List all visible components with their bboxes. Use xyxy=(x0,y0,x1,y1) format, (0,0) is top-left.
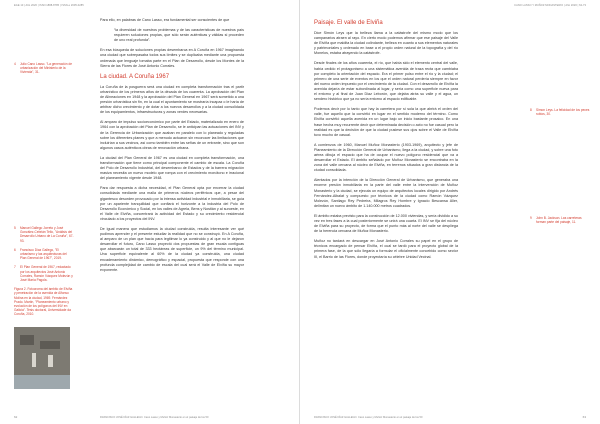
notes-column xyxy=(14,226,74,322)
paragraph: La Coruña de la posguerra será una ciudad en completa transformación tras el partir urbanístico de los primeros años de la década de los cuarenta. La aprobación del Plan de Alineaciones en 1948 y la aprobación del Plan General en 1967 será sometido a una presión urbanística sin fin, en la cual el ayuntamiento se mostraría incapaz o le haría de arbitrar dicho crecimiento y de dotar a los nuevos desarrollos y a la ciudad consolidada de los equipamientos, infraestructuras y zonas verdes necesarias. xyxy=(100,84,244,115)
running-head: EGE 13 | Año 2020 | ISSN 1888-8785 | ISSN-e 2605-0285 xyxy=(14,4,84,7)
page-number: 62 xyxy=(14,415,18,419)
footnote xyxy=(14,62,74,75)
footnote xyxy=(14,226,74,243)
running-head: CANO LASSO Y MUÑOZ MONASTERIO | Año 2020 | 62-73 xyxy=(514,4,586,7)
footnote-text: John B. Jackson. Las carreteras forman parte del paisaje, 11. xyxy=(536,216,582,225)
paragraph: Podemos decir por lo tanto que hay la carretera por sí sola la que abrirá el orden del valle, fue aquello que la convirtió en lugar en el sentido moderno del término. Como Elviña convirtió aquella avenida en un lugar bajo un inicio bastante prosaico. En una frase hecha muy recurrente decir que determinada decisión o acto no fue casual pero la realidad es que la decisión de que la ciudad pusiese sus ojos sobre el Valle de Elviña tuvo mucho de casual. xyxy=(314,107,458,137)
notes-column xyxy=(530,108,590,121)
paragraph: En esa búsqueda de soluciones propias desembarca en A Coruña en 1967 imaginando una ciudad que sobrepasaba todos sus límites y se duplicaba mediante una propuesta ordenada que lenguaje tomaba parte en el Plan de Desarrollo, desde los Montes de la Sierra de las Flores de José Antonio Corrales. xyxy=(100,48,244,68)
paragraph: Al amparo de impulso socioeconómico por parte del Estado, materializado en enero de 1964 con la aprobación del Plan de Desarrollo, se le anticipan las actuaciones del INV y de la Gerencia de Urbanización que acaban en paralelo con lo planeado y reguladas sobre los diferentes planes y que a menudo actuaron sin reconocer las limitaciones que incluirían a sus vecinos, así como también entre las señas de un entrante, sino que son algunos casos auténticos obras de renovación urbana. xyxy=(100,120,244,150)
notes-column xyxy=(14,62,74,80)
footnote xyxy=(530,216,590,224)
paragraph: La ciudad del Plan General de 1967 es una ciudad en completa transformación, una transformación que tiene como principal componente el cambio de escala. La Coruña del Polo de Desarrollo Industrial, del desembarco de Estados y de la barrera migración masiva necesita un nuevo modelo que rompa con el crecimiento monótono e irracional del planeamiento vigente desde 1948. xyxy=(100,155,244,181)
figure-caption xyxy=(14,287,74,316)
aerial-photo-figure xyxy=(14,327,70,389)
right-body-column xyxy=(314,15,458,265)
footnote-text: Julio Cano Lasso. "La generación de urbanización del Ministerio de la Vivienda", 31. xyxy=(20,62,72,75)
page-number: 63 xyxy=(582,415,586,419)
paragraph: Dice Simón Leys que la belleza llama a la catástrofe del mismo modo que los campanarios atraen al rayo. En cierto modo podemos afirmar que ese paisaje del Valle de Elviña que maldita la ciudad colindante, belleza en cuanto a sus elementos naturales y patrimoniales y ordenado en base a el propio orden natural de la topografía y del río Monelos, estaba atrayendo la catástrofe. xyxy=(314,31,458,56)
footnote-text: Francisco Díaz Gallego, "El urbanismo y las arquitecturas del Plan General de 1967", 2019. xyxy=(20,247,67,261)
footnote-number: 4 xyxy=(14,62,16,66)
footnote-number: 9 xyxy=(530,216,532,220)
page-footer: FRANCISCO JOSÉ DÍAZ GALLEGO. Cano Lasso y Muñoz Monasterio en el paisaje de los 50 xyxy=(100,416,209,419)
page-footer: FRANCISCO JOSÉ DÍAZ GALLEGO. Cano Lasso y Muñoz Monasterio en el paisaje de los 50 xyxy=(314,416,423,419)
footnote-text: Simon Leys. La felicidad de los peces rubios, 30. xyxy=(536,108,590,117)
footnote-number: 7 xyxy=(14,265,16,270)
paragraph: Alentados por la intención de la Dirección General de Urbanismo, que generaba una enorme presión inmobiliaria en la parte del valle entre la intervención de Muñoz Monasterio y la ciudad, se ejecuta un equipo de arquitectos locales dirigido por Andrés Fernández-Albalat y compuesto por técnicos de la ciudad como Ramón Vázquez Molezún, Santiago Rey Pedreira, Milagros Rey Hombre y Ignacio Bescansa Alier, delimitan un nuevo ámbito de 1.140.000 metros cuadrados. xyxy=(314,178,458,208)
paragraph: Desde finales de los años cuarenta, el río, que había sido el elemento central del valle, había cedido el protagonismo a una sistemática avenida de traza recta que cambiaba por completo la orientación del espacio. Era el primer pulso entre el río y la ciudad; el primero de una serie de eventos en los que el orden natural perdería siempre en favor del nuevo orden impuesto por el crecimiento de la ciudad. Con el desarrollo de Elviña la avenida dejaría de estar subordinada al lugar, y sería como una superficie nueva para el entorno y al final de Juan Diaz Leborón, que dejaba atrás su valle y el agua, un sendero histórico que ya no sería entorno al espacio edificable. xyxy=(314,61,458,102)
footnote-number: 8 xyxy=(530,108,532,112)
paragraph: El ámbito estaba previsto para la construcción de 12.000 viviendas, y sería dividido a su vez en tres fases a la cual posteriormente se unirá una cuarta. El INV se fija del núcleo de Elviña para su proyecto, de forma que el punto más al norte del valle se despliega de la herencia cercana de Muñoz Monasterio. xyxy=(314,213,458,234)
section-heading: Paisaje. El valle de Elviña xyxy=(314,20,383,26)
right-page xyxy=(300,0,600,424)
footnote xyxy=(530,108,590,116)
paragraph: Para dar respuesta a dicha necesidad, el Plan General opta por encerrar la ciudad consolidada mediante una malla de primeros núcleos periféricos que, a pesar del gigantesco desorden provocado por la intensa actividad industrial e inmobiliaria, se guía por un apariente tranquilidad que confiará el horizonte a la industria del Polo de Desarrollo Económico y Social, en los valles de Agrela, Bens y Nostián y al suroeste, en el Valle de Elviña, concentrará la actividad del Estado y su crecimiento residencial vinculado a los proyectos del INV. xyxy=(100,186,244,221)
paragraph: Para ello, en palabras de Cano Lasso, era fundamental ser conscientes de que xyxy=(100,18,230,22)
left-body-column xyxy=(100,18,244,278)
caption-text: Figura 2. Fotocroma del ámbito de Elviña y penetración de la avenida de Alfonso Molina en la ciudad, 1969. Fernández Prado. Martín, "Planeamiento urbano y evolución de los polígonos del INV en Galicia". Tesis doctoral, Universidade da Coruña, 2010. xyxy=(14,287,73,317)
section-heading: La ciudad. A Coruña 1967 xyxy=(100,73,170,80)
block-quote: “la diversidad de nuestros problemas y de las características de nuestros país requieren soluciones propias, que sólo serán auténticas y válidas si proceden de uno real profunda”. xyxy=(114,28,244,43)
paragraph: Muñoz no tardará en descargar en José Antonio Corrales su papel en el grupo de técnicos encargado de pensar Elviña, el cual se tardó para el proyecto global de la primera fase, de la que sólo llegaría a formular el oficialmente concebido como sector III, el Barrio de las Flores, donde proyectaría su célebre Unidad Vecinal. xyxy=(314,239,458,259)
paragraph: A comienzos de 1960, Manuel Muñoz Monasterio (1903-1969), arquitecto y jefe de Planeamiento de la Dirección General de Urbanismo, llega a la ciudad, y sobre una foto aérea dibuja el espacio que ha de ocupar el nuevo polígono residencial que va a desarrollar el Estado. El ámbito señalado por Muñoz Monasterio se encontraba en la zona del valle cercana al núcleo de Elviña, en terrenos situados a gran distancia de la ciudad consolidada. xyxy=(314,142,458,173)
footnote-text: El Plan General de 1967, redactado por los arquitectos José Antonio Corrales, Ramón Vázquez Molezún y José María Pagola. xyxy=(20,265,73,283)
paragraph: De igual manera que estudiamos la ciudad construida, resulta interesante ver qué pudimos aprender y el presente estudiar la realidad que no se construyó. En A Coruña, al amparo de un plan que hacía para legitimar lo ya construido y al que no le dejaron desarrollar el futuro, Cano Lasso proyectó dos propuestas de gran escala contiguas que abarcarán un total de 333 hectáreas de superficie, un 9% del término municipal. Una superficie equivalente al 60% de la ciudad ya construida, una ciudad encadenamiento dinámico, demográfico y espacial, propuesta que responde con una profunda complejidad de cambio de escala del cual será el Valle de Elviña su mayor exponente. xyxy=(100,227,244,272)
notes-column xyxy=(530,216,590,229)
footnote-text: Manuel Gallego Jorreto y José González-Cebrián Tello, "Análisis del Desarrollo Urbano de La Coruña", 67-93. xyxy=(20,226,74,243)
footnote xyxy=(14,248,74,261)
footnote xyxy=(14,265,74,282)
footnote-number: 6 xyxy=(14,247,16,252)
footnote-number: 5 xyxy=(14,226,16,230)
